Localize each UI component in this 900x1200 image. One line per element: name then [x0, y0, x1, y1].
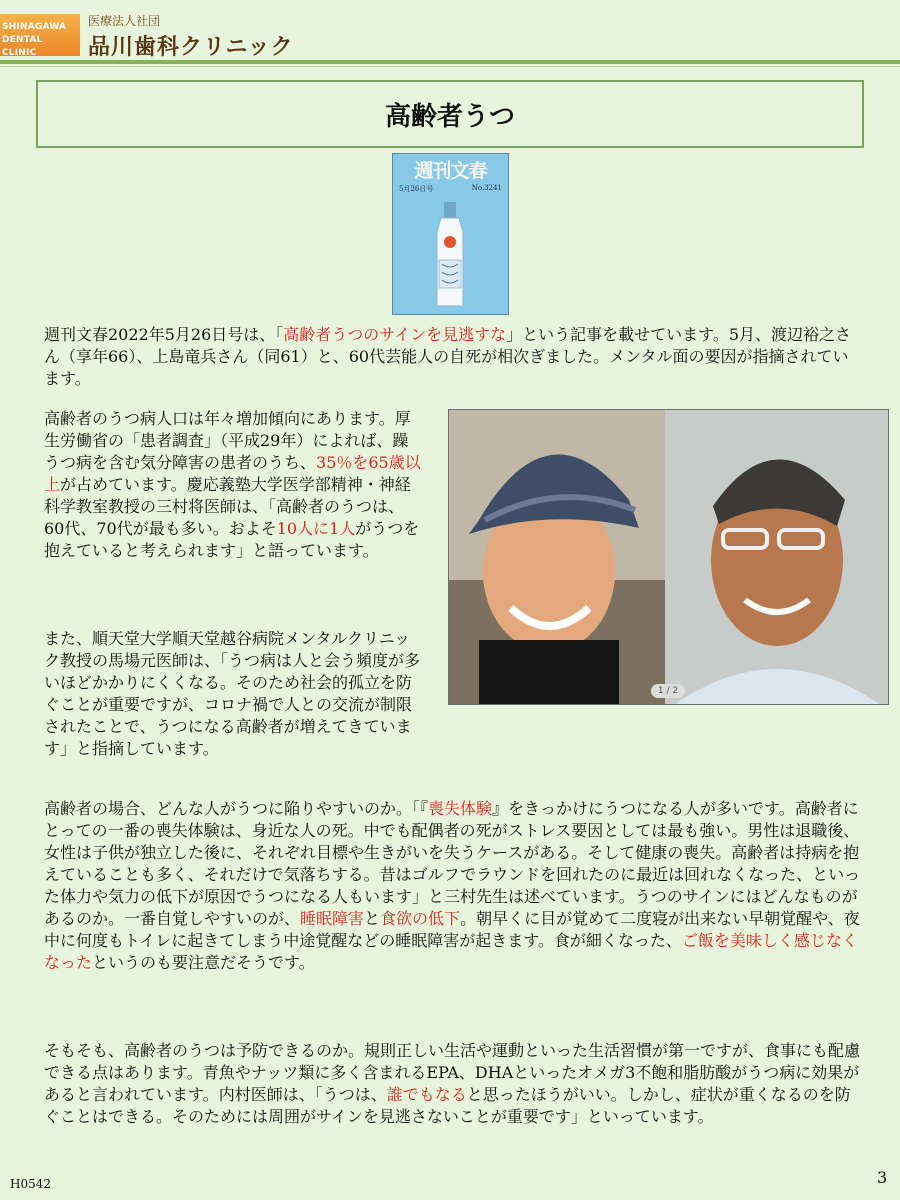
- bottle-illustration: [427, 202, 473, 310]
- page-number: 3: [877, 1168, 888, 1187]
- logo-badge: SHINAGAWA DENTAL CLINIC: [0, 14, 80, 56]
- paragraph-text: また、順天堂大学順天堂越谷病院メンタルクリニック教授の馬場元医師は、「うつ病は人と会う頻度が多いほどかかりにくくなる。そのため社会的孤立を防ぐことが重要ですが、コロナ禍で人との交流が制限されたことで、うつになる高齢者が増えてきています」と指摘しています。: [44, 629, 421, 758]
- highlight-text: 食欲の低下: [380, 909, 461, 928]
- highlight-text: 睡眠障害: [300, 909, 365, 928]
- photo-right-man: [665, 410, 889, 704]
- paragraph-text: 週刊文春2022年5月26日号は、「: [44, 325, 284, 344]
- photo-counter: 1 / 2: [651, 684, 685, 698]
- header-divider-thin: [0, 66, 900, 67]
- paragraph-text: 」という記事を載せています。5月、渡辺裕之さん（享年66）、上島竜兵さん（同61）と、60代芸能人の自死が相次ぎました。メンタル面の要因が指摘されています。: [44, 325, 852, 388]
- magazine-issue: No.3241: [471, 184, 502, 192]
- header-divider: [0, 60, 900, 64]
- highlight-text: 喪失体験: [428, 799, 493, 818]
- paragraph-text: 。朝早くに目が覚めて二度寝が出来ない早朝覚醒や、夜中に何度もトイレに起きてしまう中途覚醒などの睡眠障害が起きます。食が細くなった、: [44, 909, 860, 950]
- photo-left-man: [449, 410, 665, 704]
- paragraph-text: そもそも、高齢者のうつは予防できるのか。規則正しい生活や運動といった生活習慣が第一ですが、食事にも配慮できる点はあります。青魚やナッツ類に多く含まれるEPA、DHAといったオメガ3不飽和脂肪酸がうつ病に効果があると言われています。内村医師は、「うつは、: [44, 1041, 861, 1104]
- isolation-paragraph: [44, 628, 424, 760]
- highlight-text: 誰でもなる: [386, 1085, 467, 1104]
- clinic-logo: [0, 0, 330, 64]
- paragraph-text: がうつを抱えていると考えられます」と語っています。: [44, 519, 420, 560]
- paragraph-text: が占めています。慶応義塾大学医学部精神・神経科学教室教授の三村将医師は、「高齢者のうつは、60代、70代が最も多い。およそ: [44, 475, 411, 538]
- magazine-title: 週刊文春: [414, 160, 487, 182]
- magazine-date: 5月26日号: [399, 185, 434, 193]
- paragraph-text: 高齢者のうつ病人口は年々増加傾向にあります。厚生労働省の「患者調査」（平成29年）によれば、躁うつ病を含む気分障害の患者のうち、: [44, 409, 411, 472]
- statistics-paragraph: [44, 408, 424, 562]
- highlight-text: 高齢者うつのサインを見逃すな: [283, 325, 507, 344]
- prevention-paragraph: [44, 1040, 862, 1128]
- highlight-text: 10人に1人: [276, 519, 356, 538]
- magazine-cover-image: [392, 153, 509, 315]
- page-title: 高齢者うつ: [36, 80, 864, 148]
- highlight-text: ご飯を美味しく感じなくなった: [44, 931, 858, 972]
- paragraph-text: 高齢者の場合、どんな人がうつに陥りやすいのか。「『: [44, 799, 429, 818]
- logo-subtitle: 医療法人社団: [88, 14, 161, 28]
- paragraph-text: と: [364, 909, 381, 928]
- paragraph-text: 』をきっかけにうつになる人が多いです。高齢者にとっての一番の喪失体験は、身近な人の死。中でも配偶者の死がストレス要因としては最も強い。男性は退職後、女性は子供が独立した後に、それぞれ目標や生きがいを失うケースがある。そして健康の喪失。高齢者は持病を抱えていることも多く、それだけで気落ちする。昔はゴルフでラウンドを回れたのに最近は回れなくなった、といった体力や気力の低下が原因でうつになる人もいます」と三村先生は述べています。うつのサインにはどんなものがあるのか。一番自覚しやすいのが、: [44, 799, 861, 928]
- paragraph-text: と思ったほうがいい。しかし、症状が重くなるのを防ぐことはできる。そのためには周囲がサインを見逃さないことが重要です」といっています。: [44, 1085, 851, 1126]
- logo-clinic-name: 品川歯科クリニック: [88, 35, 294, 60]
- celebrity-photo: [448, 409, 889, 705]
- highlight-text: 35％を65歳以上: [44, 453, 421, 494]
- document-code: H0542: [10, 1177, 52, 1191]
- intro-paragraph: [44, 324, 864, 390]
- paragraph-text: というのも要注意だそうです。: [92, 953, 315, 972]
- loss-experience-paragraph: [44, 798, 862, 974]
